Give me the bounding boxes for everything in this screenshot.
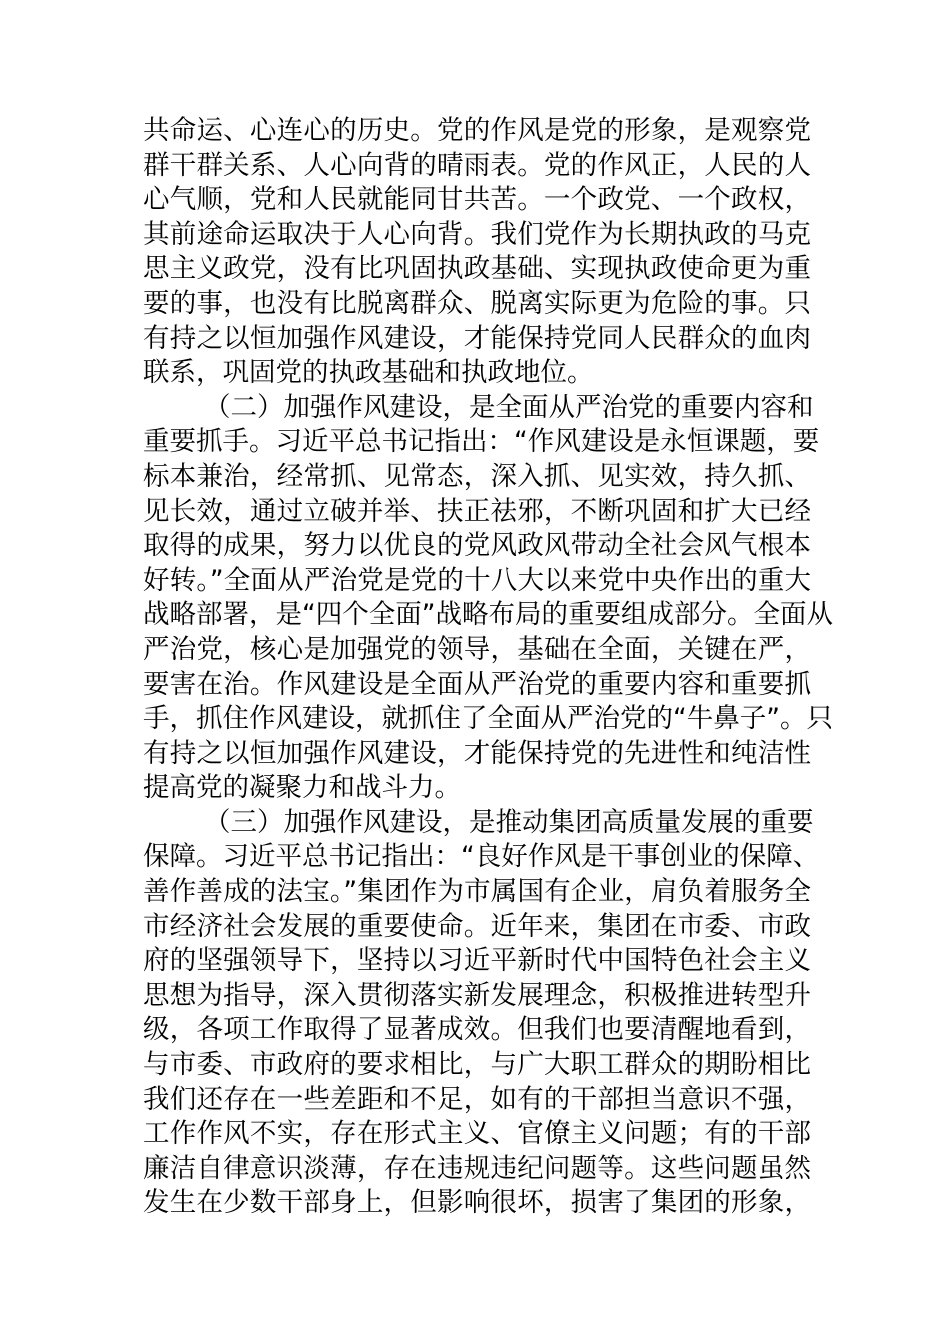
text-line: 提高党的凝聚力和战斗力。 bbox=[143, 772, 461, 804]
section-heading-line: （三）加强作风建设，是推动集团高质量发展的重要 bbox=[204, 806, 814, 838]
text-line: 思想为指导，深入贯彻落实新发展理念，积极推进转型升 bbox=[143, 979, 811, 1011]
text-line: 取得的成果，努力以优良的党风政风带动全社会风气根本 bbox=[143, 530, 811, 562]
text-line: 要的事，也没有比脱离群众、脱离实际更为危险的事。只 bbox=[143, 287, 811, 319]
text-line: 与市委、市政府的要求相比，与广大职工群众的期盼相比 bbox=[143, 1049, 811, 1081]
document-body bbox=[143, 114, 833, 1221]
text-line: 好转。”全面从严治党是党的十八大以来党中央作出的重大 bbox=[143, 564, 811, 596]
text-line: 我们还存在一些差距和不足，如有的干部担当意识不强， bbox=[143, 1083, 811, 1115]
text-line: 有持之以恒加强作风建设，才能保持党同人民群众的血肉 bbox=[143, 322, 811, 354]
text-line: 心气顺，党和人民就能同甘共苦。一个政党、一个政权， bbox=[143, 184, 811, 216]
text-line: 工作作风不实，存在形式主义、官僚主义问题；有的干部 bbox=[143, 1118, 811, 1150]
text-line: 要害在治。作风建设是全面从严治党的重要内容和重要抓 bbox=[143, 668, 811, 700]
text-line: 联系，巩固党的执政基础和执政地位。 bbox=[143, 357, 594, 389]
text-line: 见长效，通过立破并举、扶正祛邪，不断巩固和扩大已经 bbox=[143, 495, 811, 527]
section-heading-line: （二）加强作风建设，是全面从严治党的重要内容和 bbox=[204, 391, 814, 423]
text-line: 重要抓手。习近平总书记指出：“作风建设是永恒课题，要 bbox=[143, 426, 820, 458]
text-line: 市经济社会发展的重要使命。近年来，集团在市委、市政 bbox=[143, 910, 811, 942]
text-line: 善作善成的法宝。”集团作为市属国有企业，肩负着服务全 bbox=[143, 876, 811, 908]
text-line: 标本兼治，经常抓、见常态，深入抓、见实效，持久抓、 bbox=[143, 460, 811, 492]
text-line: 严治党，核心是加强党的领导，基础在全面，关键在严， bbox=[143, 633, 811, 665]
text-line: 府的坚强领导下，坚持以习近平新时代中国特色社会主义 bbox=[143, 945, 811, 977]
text-line: 手，抓住作风建设，就抓住了全面从严治党的“牛鼻子”。只 bbox=[143, 703, 833, 735]
text-line: 群干群关系、人心向背的晴雨表。党的作风正，人民的人 bbox=[143, 149, 811, 181]
text-line: 其前途命运取决于人心向背。我们党作为长期执政的马克 bbox=[143, 218, 811, 250]
text-line: 保障。习近平总书记指出：“良好作风是干事创业的保障、 bbox=[143, 841, 820, 873]
text-line: 思主义政党，没有比巩固执政基础、实现执政使命更为重 bbox=[143, 253, 811, 285]
text-line: 战略部署，是“四个全面”战略布局的重要组成部分。全面从 bbox=[143, 599, 833, 631]
text-line: 共命运、心连心的历史。党的作风是党的形象，是观察党 bbox=[143, 115, 811, 146]
text-line: 有持之以恒加强作风建设，才能保持党的先进性和纯洁性 bbox=[143, 737, 811, 769]
text-line: 级，各项工作取得了显著成效。但我们也要清醒地看到， bbox=[143, 1014, 811, 1046]
text-line: 发生在少数干部身上，但影响很坏，损害了集团的形象， bbox=[143, 1187, 811, 1219]
text-line: 廉洁自律意识淡薄，存在违规违纪问题等。这些问题虽然 bbox=[143, 1152, 811, 1184]
